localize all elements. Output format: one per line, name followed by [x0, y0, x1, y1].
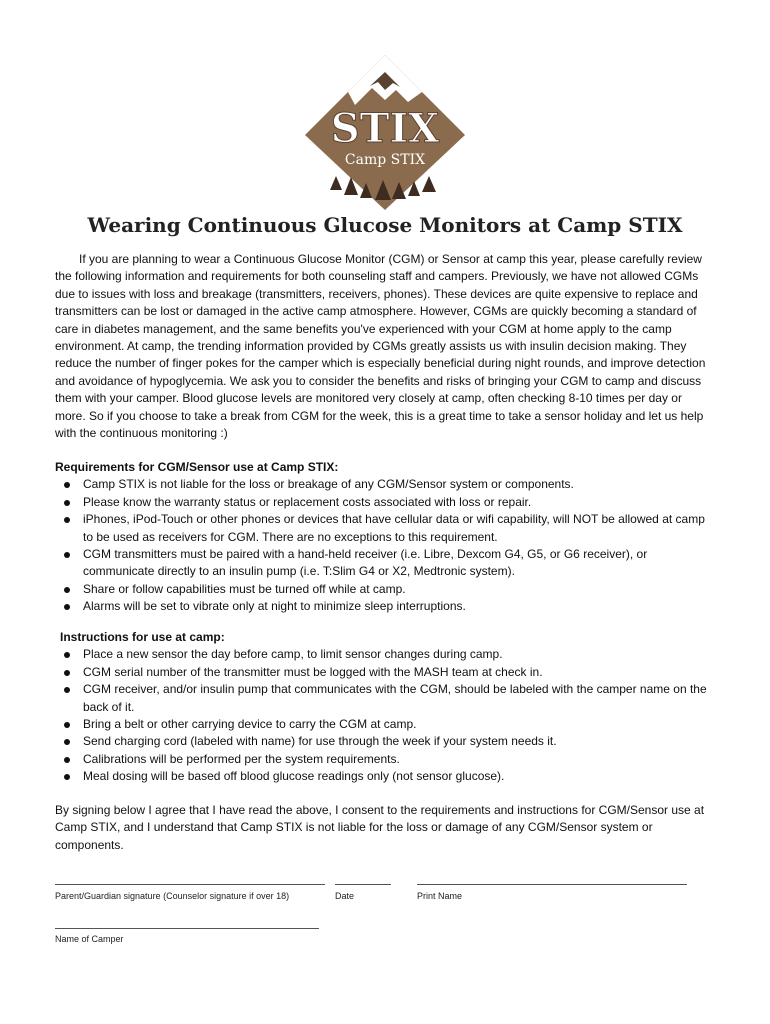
list-item: Send charging cord (labeled with name) for use through the week if your system needs it.: [83, 733, 720, 750]
list-item: CGM serial number of the transmitter must be logged with the MASH team at check in.: [83, 664, 720, 681]
list-item: CGM transmitters must be paired with a hand-held receiver (i.e. Libre, Dexcom G4, G5, or G6 receiver), or communicate directly to an insulin pump (i.e. T:Slim G4 or X2, Medtronic system).: [83, 546, 715, 581]
logo-small-text: Camp STIX: [344, 152, 426, 168]
list-item: iPhones, iPod-Touch or other phones or devices that have cellular data or wifi capability, will NOT be allowed at camp to be used as receivers for CGM. There are no exceptions to this requirement.: [83, 511, 715, 546]
list-item: Camp STIX is not liable for the loss or breakage of any CGM/Sensor system or components.: [83, 476, 715, 493]
requirements-heading: Requirements for CGM/Sensor use at Camp STIX:: [55, 460, 339, 474]
list-item: Meal dosing will be based off blood glucose readings only (not sensor glucose).: [83, 768, 720, 785]
requirements-list: [55, 476, 715, 615]
intro-paragraph: [55, 251, 715, 442]
list-item: Calibrations will be performed per the system requirements.: [83, 751, 720, 768]
agreement-paragraph: By signing below I agree that I have read the above, I consent to the requirements and instructions for CGM/Sensor use at Camp STIX, and I understand that Camp STIX is not liable for the loss or damage of any CGM/Sensor system or components.: [55, 803, 705, 852]
date-line[interactable]: [335, 884, 391, 885]
logo-big-text: STIX: [330, 105, 440, 152]
list-item: Place a new sensor the day before camp, to limit sensor changes during camp.: [83, 646, 720, 663]
list-item: Please know the warranty status or replacement costs associated with loss or repair.: [83, 494, 715, 511]
list-item: Alarms will be set to vibrate only at night to minimize sleep interruptions.: [83, 598, 715, 615]
requirements-section: [55, 459, 715, 616]
print-name-label: Print Name: [417, 891, 463, 901]
date-label: Date: [335, 891, 355, 901]
camp-stix-logo: [300, 50, 470, 210]
camper-name-line[interactable]: [55, 928, 319, 929]
list-item: Bring a belt or other carrying device to carry the CGM at camp.: [83, 716, 720, 733]
print-name-line[interactable]: [417, 884, 687, 885]
page-title: Wearing Continuous Glucose Monitors at Camp STIX: [87, 213, 683, 237]
list-item: CGM receiver, and/or insulin pump that communicates with the CGM, should be labeled with the camper name on the back of it.: [83, 681, 720, 716]
instructions-section: [60, 629, 720, 786]
camper-name-label: Name of Camper: [55, 934, 124, 944]
instructions-list: [60, 646, 720, 785]
parent-signature-label: Parent/Guardian signature (Counselor signature if over 18): [55, 891, 290, 901]
instructions-heading: Instructions for use at camp:: [60, 630, 225, 644]
parent-signature-line[interactable]: [55, 884, 325, 885]
intro-text: If you are planning to wear a Continuous Glucose Monitor (CGM) or Sensor at camp this year, please carefully review the following information and requirements for both counseling staff and campers. Previously, we have not allowed CGMs due to issues with loss and breakage (transmitters, receivers, phones). These devices are quite expensive to replace and transmitters can be lost or damaged in the active camp atmosphere. However, CGMs are quickly becoming a standard of care in diabetes management, and the same benefits you've experienced with your CGM at home apply to the camp environment. At camp, the trending information provided by CGMs greatly assists us with insulin decision making. They reduce the number of finger pokes for the camper which is especially beneficial during night rounds, and improve detection and avoidance of hypoglycemia. We ask you to consider the benefits and risks of bringing your CGM to camp and discuss them with your camper. Blood glucose levels are monitored very closely at camp, often checking 8-10 times per day or more. So if you choose to take a break from CGM for the week, this is a great time to take a sensor holiday and let us help with the continuous monitoring :): [55, 252, 706, 441]
list-item: Share or follow capabilities must be turned off while at camp.: [83, 581, 715, 598]
